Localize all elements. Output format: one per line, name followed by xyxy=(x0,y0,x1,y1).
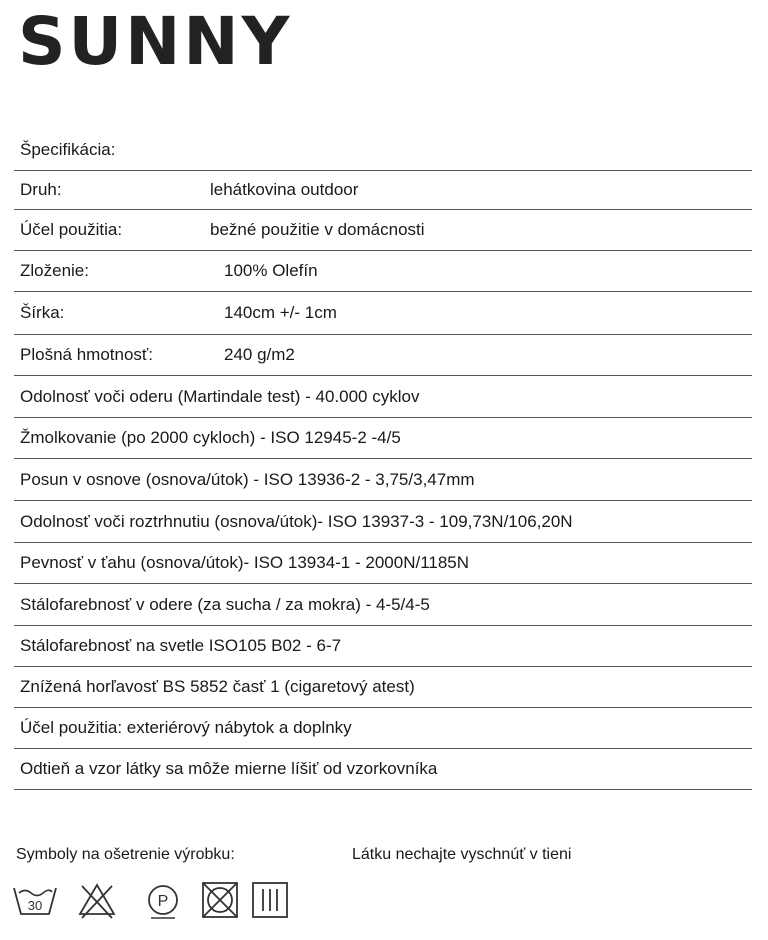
product-title: SUNNY xyxy=(18,3,293,80)
spec-row xyxy=(14,625,752,666)
spec-label: Odolnosť voči oderu (Martindale test) - 40.000 cyklov xyxy=(20,386,420,406)
spec-label: Plošná hmotnosť: xyxy=(20,345,154,364)
spec-row xyxy=(14,542,752,583)
spec-label: Stálofarebnosť v odere (za sucha / za mokra) - 4-5/4-5 xyxy=(20,594,430,614)
no-tumble-dry-icon xyxy=(200,880,240,920)
spec-row xyxy=(14,500,752,542)
dry-clean-p-icon xyxy=(145,880,185,920)
spec-label: Druh: xyxy=(20,180,62,199)
spec-value: bežné použitie v domácnosti xyxy=(210,220,425,239)
spec-row xyxy=(14,666,752,707)
spec-label: Žmolkovanie (po 2000 cykloch) - ISO 12945-2 -4/5 xyxy=(20,428,401,447)
spec-label: Odtieň a vzor látky sa môže mierne líšiť od vzorkovníka xyxy=(20,759,438,778)
spec-label: Stálofarebnosť na svetle ISO105 B02 - 6-7 xyxy=(20,636,342,655)
spec-label: Pevnosť v ťahu (osnova/útok)- ISO 13934-1 - 2000N/1185N xyxy=(20,553,470,572)
spec-table xyxy=(14,170,752,790)
spec-label: Šírka: xyxy=(20,303,65,322)
care-note: Látku nechajte vyschnúť v tieni xyxy=(352,846,572,863)
line-dry-shade-icon xyxy=(250,880,290,920)
spec-row xyxy=(14,291,752,334)
spec-value: 140cm +/- 1cm xyxy=(224,303,337,322)
spec-label: Účel použitia: exteriérový nábytok a doplnky xyxy=(20,718,352,737)
spec-row xyxy=(14,748,752,790)
spec-row xyxy=(14,170,752,209)
spec-value: 100% Olefín xyxy=(224,261,318,280)
spec-row xyxy=(14,417,752,458)
spec-row xyxy=(14,250,752,291)
spec-row xyxy=(14,375,752,417)
spec-row xyxy=(14,707,752,748)
spec-label: Posun v osnove (osnova/útok) - ISO 13936-2 - 3,75/3,47mm xyxy=(20,469,475,489)
care-symbols-label: Symboly na ošetrenie výrobku: xyxy=(16,846,235,863)
spec-row xyxy=(14,458,752,500)
wash-temp-text: 30 xyxy=(27,898,43,913)
spec-label: Znížená horľavosť BS 5852 časť 1 (cigaretový atest) xyxy=(20,677,415,696)
dry-clean-letter: P xyxy=(157,893,169,910)
spec-value: 240 g/m2 xyxy=(224,345,295,364)
spec-value: lehátkovina outdoor xyxy=(210,180,359,199)
spec-label: Zloženie: xyxy=(20,261,89,280)
spec-row xyxy=(14,334,752,375)
spec-label: Odolnosť voči roztrhnutiu (osnova/útok)- ISO 13937-3 - 109,73N/106,20N xyxy=(20,511,573,531)
no-bleach-icon xyxy=(76,880,118,920)
spec-heading: Špecifikácia: xyxy=(20,140,116,159)
spec-row xyxy=(14,209,752,250)
spec-label: Účel použitia: xyxy=(20,220,123,239)
spec-row xyxy=(14,583,752,625)
wash-30-icon xyxy=(12,880,58,920)
